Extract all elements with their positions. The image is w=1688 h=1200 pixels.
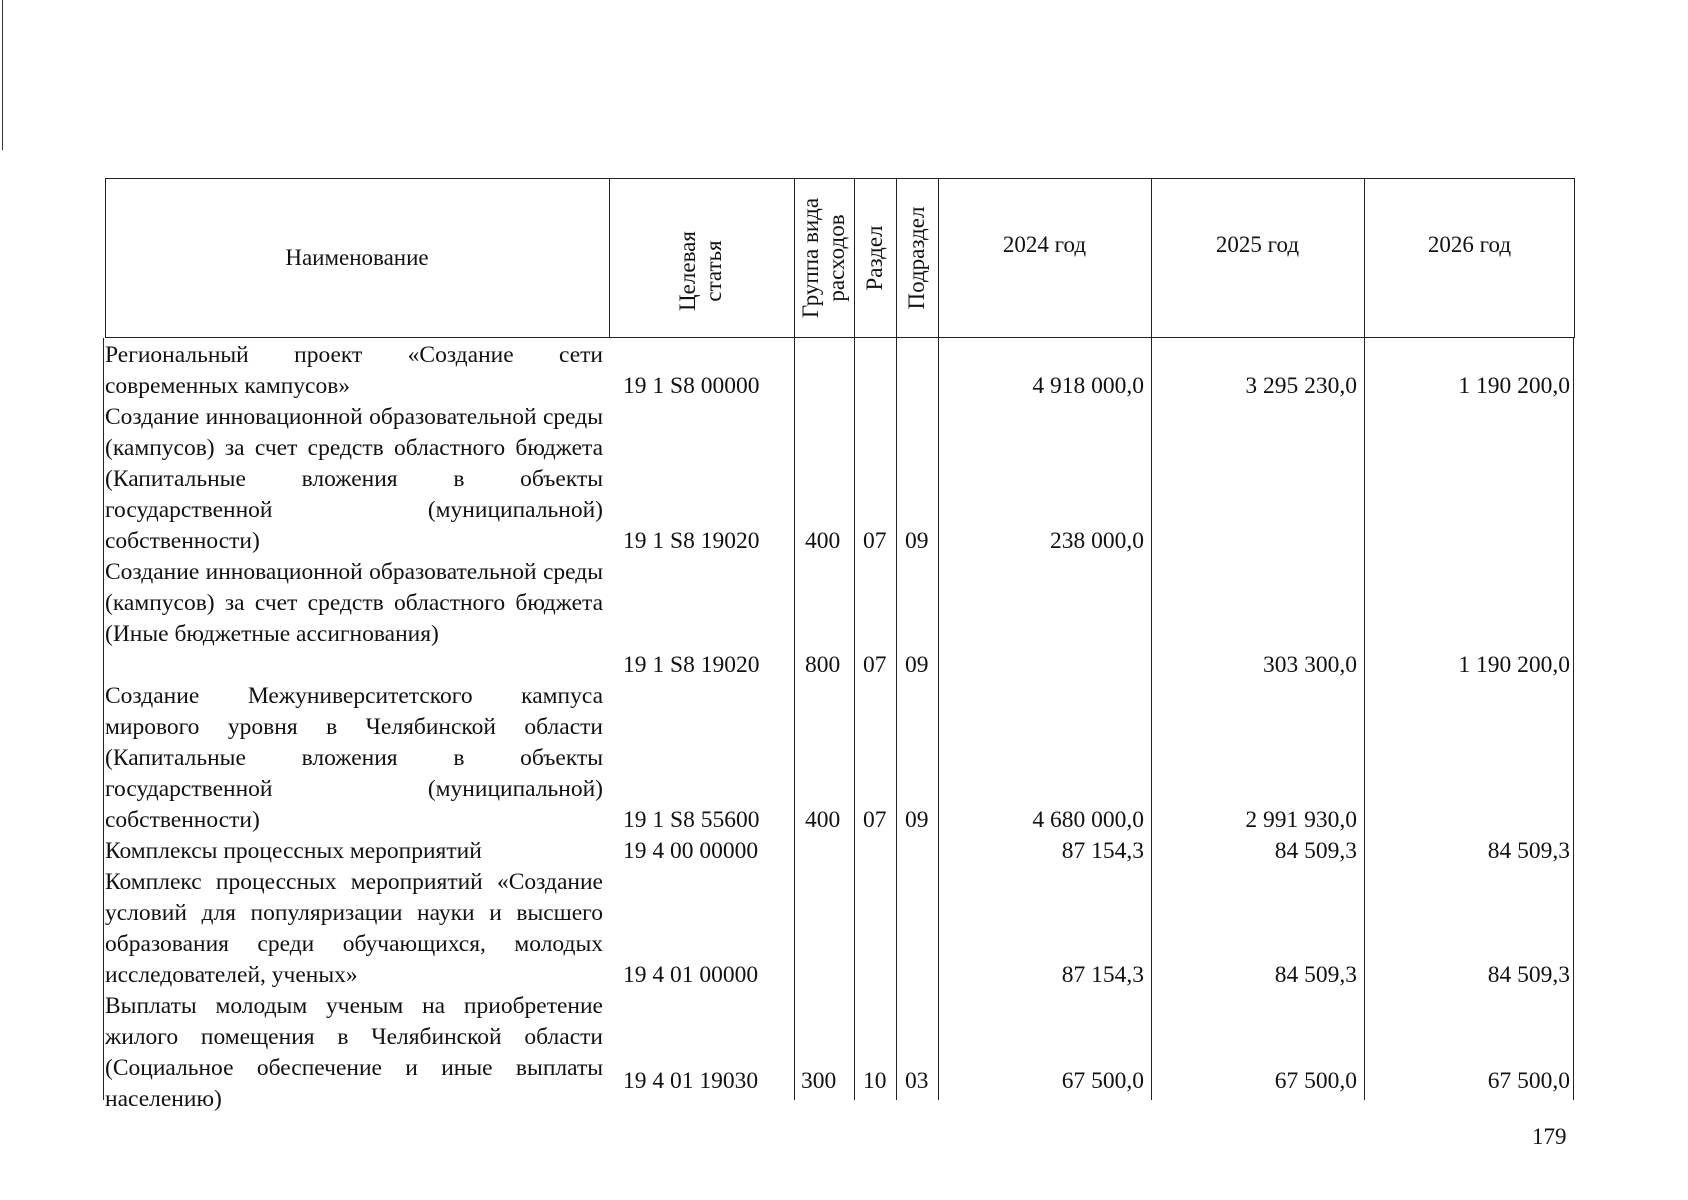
- body-left-border: [103, 338, 104, 1100]
- row-2025: 84 509,3: [1274, 838, 1357, 864]
- row-subsection: 09: [905, 652, 929, 678]
- body-right-border: [1573, 338, 1574, 1100]
- row-2025: 67 500,0: [1274, 1068, 1357, 1094]
- row-code: 19 4 00 00000: [623, 838, 759, 864]
- row-2024: 67 500,0: [1061, 1068, 1144, 1094]
- page-number: 179: [1532, 1124, 1567, 1149]
- header-2026: 2026 год: [1427, 232, 1512, 257]
- header-name: Наименование: [285, 245, 429, 270]
- row-2026: 67 500,0: [1487, 1068, 1570, 1094]
- row-2024: 4 918 000,0: [1032, 373, 1144, 399]
- row-subsection: 03: [905, 1068, 929, 1094]
- row-subsection: 09: [905, 807, 929, 833]
- row-2026: 84 509,3: [1487, 838, 1570, 864]
- row-group: 800: [805, 652, 841, 678]
- header-target-article: [609, 178, 794, 338]
- body-col-divider: [854, 338, 855, 1100]
- header-subsection: Подраздел: [904, 206, 929, 310]
- row-code: 19 1 S8 00000: [623, 373, 760, 399]
- row-code: 19 1 S8 19020: [623, 528, 760, 554]
- row-subsection: 09: [905, 528, 929, 554]
- row-section: 07: [863, 528, 887, 554]
- row-2025: 2 991 930,0: [1245, 807, 1357, 833]
- row-2024: 87 154,3: [1061, 838, 1144, 864]
- row-name: Региональный проект «Создание сети современных кампусов»: [105, 342, 603, 399]
- header-target-line1: Целевая: [675, 231, 700, 311]
- row-2026: 1 190 200,0: [1458, 652, 1570, 678]
- row-name: Создание Межуниверситетского кампуса мирового уровня в Челябинской области (Капитальные вложения в объекты государственной (муниципальной) собственности): [105, 683, 603, 833]
- row-code: 19 1 S8 19020: [623, 652, 760, 678]
- row-group: 400: [805, 528, 841, 554]
- row-name: Комплекс процессных мероприятий «Создание условий для популяризации науки и высшего образования среди обучающихся, молодых исследователей, ученых»: [105, 869, 603, 988]
- body-col-divider: [794, 338, 795, 1100]
- budget-table: [105, 178, 1575, 1112]
- header-expense-group: [794, 178, 854, 338]
- header-group-line1: Группа вида: [798, 197, 823, 319]
- row-code: 19 4 01 00000: [623, 962, 759, 988]
- row-name: Выплаты молодым ученым на приобретение жилого помещения в Челябинской области (Социальное обеспечение и иные выплаты населению): [105, 993, 603, 1112]
- row-section: 07: [863, 807, 887, 833]
- row-section: 07: [863, 652, 887, 678]
- row-2025: 3 295 230,0: [1245, 373, 1357, 399]
- row-code: 19 4 01 19030: [623, 1068, 759, 1094]
- scan-edge-line: [2, 0, 3, 150]
- header-target-line2: статья: [701, 240, 726, 302]
- row-2024: 4 680 000,0: [1032, 807, 1144, 833]
- row-2026: 1 190 200,0: [1458, 373, 1570, 399]
- row-2024: 87 154,3: [1061, 962, 1144, 988]
- row-2024: 238 000,0: [1050, 528, 1144, 554]
- row-2025: 303 300,0: [1263, 652, 1357, 678]
- row-code: 19 1 S8 55600: [623, 807, 760, 833]
- row-group: 300: [801, 1068, 837, 1094]
- row-name: Создание инновационной образовательной среды (кампусов) за счет средств областного бюджета (Иные бюджетные ассигнования): [105, 559, 603, 647]
- row-2025: 84 509,3: [1274, 962, 1357, 988]
- row-group: 400: [805, 807, 841, 833]
- row-2026: 84 509,3: [1487, 962, 1570, 988]
- header-2025: 2025 год: [1215, 232, 1300, 257]
- header-2024: 2024 год: [1002, 232, 1087, 257]
- header-section: Раздел: [862, 225, 887, 291]
- body-col-divider: [896, 338, 897, 1100]
- row-section: 10: [863, 1068, 887, 1094]
- row-name: Создание инновационной образовательной среды (кампусов) за счет средств областного бюджета (Капитальные вложения в объекты государственной (муниципальной) собственности): [105, 404, 603, 554]
- row-name: Комплексы процессных мероприятий: [105, 838, 482, 864]
- header-group-line2: расходов: [824, 214, 849, 302]
